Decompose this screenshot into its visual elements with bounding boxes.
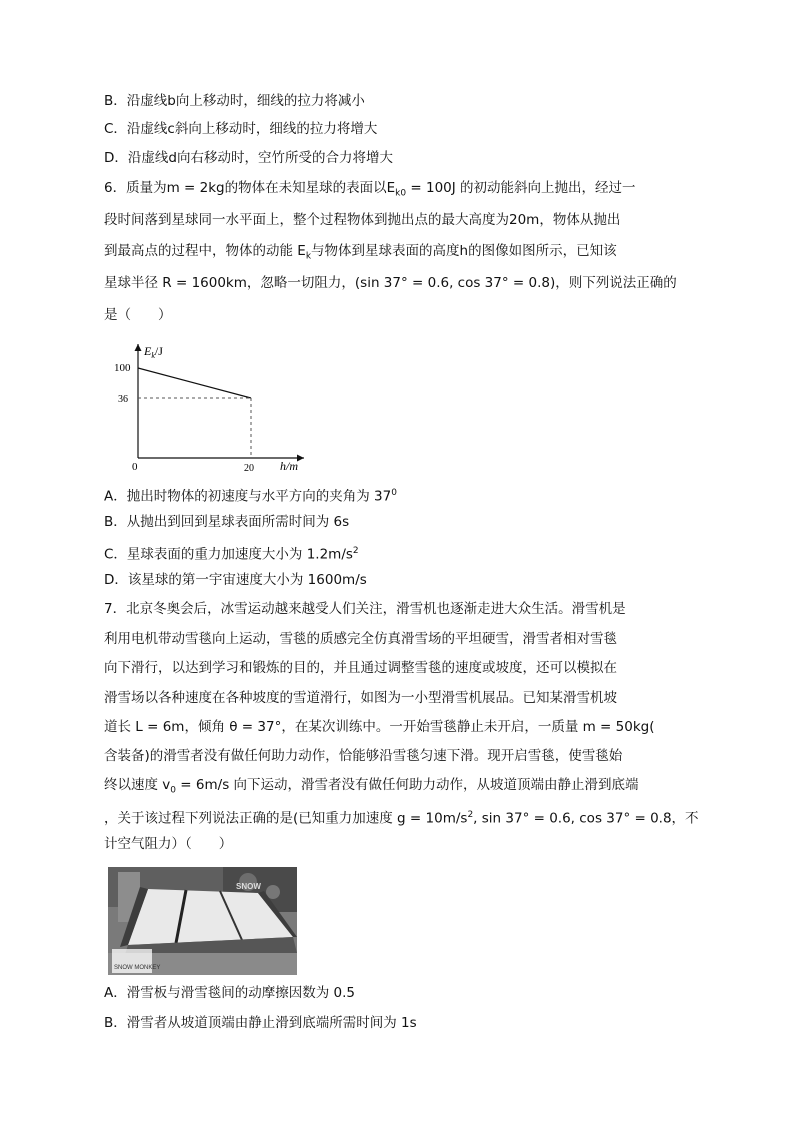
q6-option-b: B．从抛出到回到星球表面所需时间为 6s xyxy=(104,514,350,530)
ski-machine-photo xyxy=(108,867,297,975)
q7-stem-line-3: 向下滑行，以达到学习和锻炼的目的，并且通过调整雪毯的速度或坡度，还可以模拟在 xyxy=(104,660,617,676)
q7-stem-line-1: 7．北京冬奥会后，冰雪运动越来越受人们关注，滑雪机也逐渐走进大众生活。滑雪机是 xyxy=(104,601,626,617)
energy-height-graph xyxy=(110,338,310,473)
q6-stem-line-5: 是（ ） xyxy=(104,307,172,323)
q6-stem-line-4: 星球半径 R = 1600km，忽略一切阻力，(sin 37° = 0.6, cos 37° = 0.8)，则下列说法正确的 xyxy=(104,275,677,291)
q6-stem-line-2: 段时间落到星球同一水平面上，整个过程物体到抛出点的最大高度为20m，物体从抛出 xyxy=(104,212,621,228)
q6-option-a: A．抛出时物体的初速度与水平方向的夹角为 $37^0$ xyxy=(104,488,397,505)
q6-option-d: D．该星球的第一宇宙速度大小为 1600m/s xyxy=(104,572,367,588)
origin-label: 0 xyxy=(132,461,138,473)
y-tick-36: 36 xyxy=(118,394,128,405)
q7-stem-line-8: ，关于该过程下列说法正确的是(已知重力加速度 $g = 10m/s^2$, sin 37° = 0.6, cos 37° = 0.8，不 xyxy=(104,810,699,827)
q7-option-a: A．滑雪板与滑雪毯间的动摩擦因数为 0.5 xyxy=(104,985,355,1001)
svg-text:SNOW: SNOW xyxy=(236,882,261,891)
q7-option-b: B．滑雪者从坡道顶端由静止滑到底端所需时间为 1s xyxy=(104,1015,417,1031)
q7-stem-line-9: 计空气阻力）（ ） xyxy=(104,836,233,852)
q6-option-c: C．星球表面的重力加速度大小为 $1.2m/s^2$ xyxy=(104,546,359,563)
option-c-prev: C．沿虚线c斜向上移动时，细线的拉力将增大 xyxy=(104,121,378,137)
x-tick-20: 20 xyxy=(244,463,254,473)
q7-stem-line-2: 利用电机带动雪毯向上运动，雪毯的质感完全仿真滑雪场的平坦硬雪，滑雪者相对雪毯 xyxy=(104,631,617,647)
q6-stem-line-3: 到最高点的过程中，物体的动能 $E_k$与物体到星球表面的高度h的图像如图所示，已知该 xyxy=(104,243,617,262)
q7-stem-line-4: 滑雪场以各种速度在各种坡度的雪道滑行，如图为一小型滑雪机展品。已知某滑雪机坡 xyxy=(104,690,617,706)
option-b-prev: B．沿虚线b向上移动时，细线的拉力将减小 xyxy=(104,93,365,109)
svg-text:SNOW MONKEY: SNOW MONKEY xyxy=(114,965,161,971)
option-d-prev: D．沿虚线d向右移动时，空竹所受的合力将增大 xyxy=(104,150,393,166)
q7-stem-line-6: 含装备)的滑雪者没有做任何助力动作，恰能够沿雪毯匀速下滑。现开启雪毯，使雪毯始 xyxy=(104,748,623,764)
q6-stem-line-1: 6．质量为m = 2kg的物体在未知星球的表面以$E_{k0} = 100J$ 的初动能斜向上抛出，经过一 xyxy=(104,180,636,199)
x-axis-label: h/m xyxy=(280,459,298,473)
q7-stem-line-7: 终以速度 $v_0 = 6m/s$ 向下运动，滑雪者没有做任何助力动作，从坡道顶端由静止滑到底端 xyxy=(104,777,639,796)
y-tick-100: 100 xyxy=(114,362,131,374)
y-axis-label: $E_k/J$ xyxy=(144,344,163,360)
q7-stem-line-5: 道长 L = 6m，倾角 θ = 37°，在某次训练中。一开始雪毯静止未开启，一质量 m = 50kg( xyxy=(104,719,655,735)
energy-line xyxy=(138,368,251,398)
